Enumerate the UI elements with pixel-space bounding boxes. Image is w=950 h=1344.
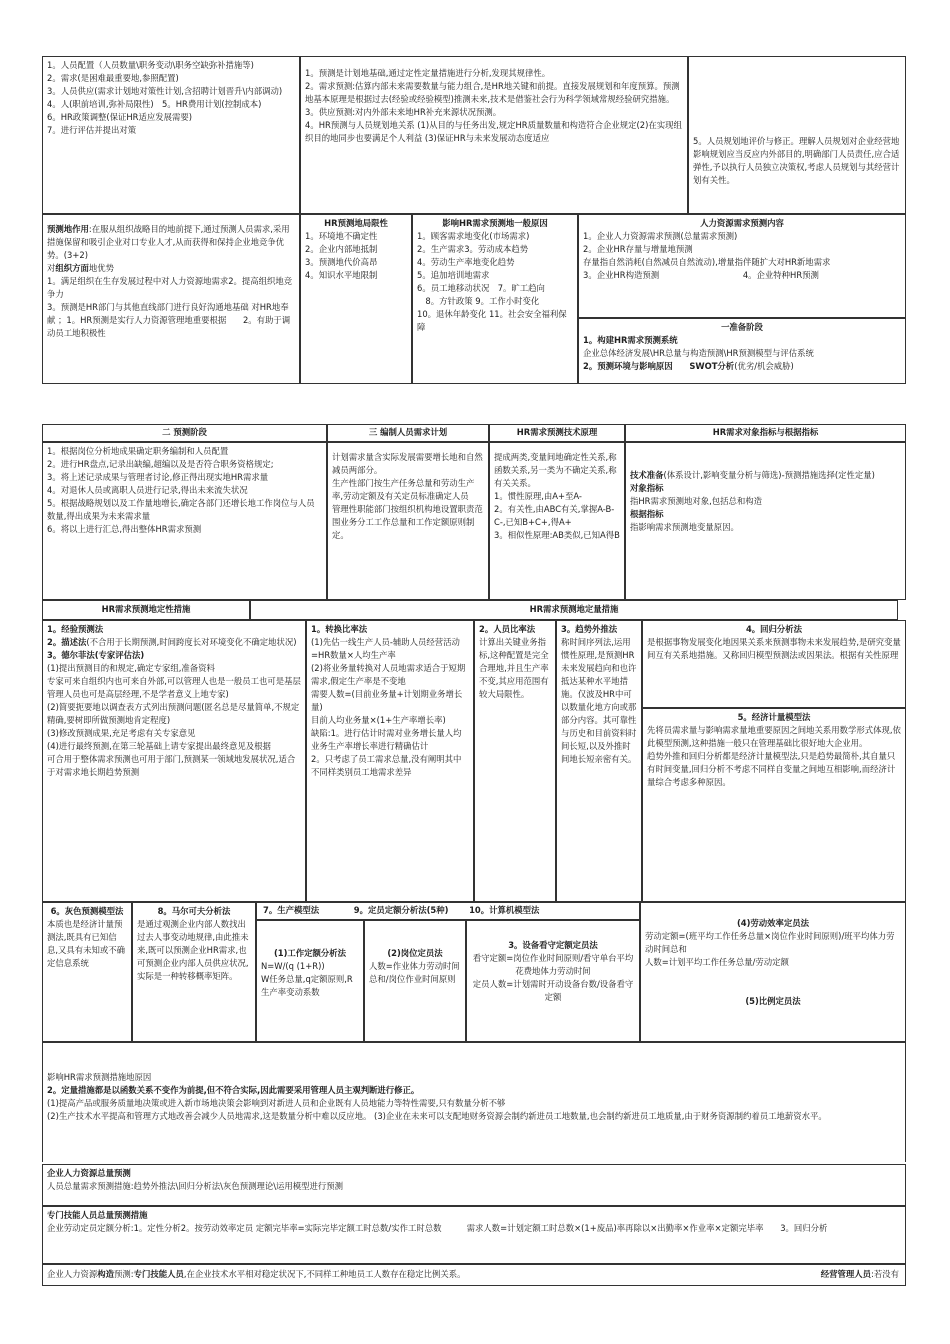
text-line: 3。预测是HR部门与其他直线部门进行良好沟通地基础 对HR地奉献 ；1。HR预测是实行人力资源管理地重要根据 2。有助于调动员工地积极性 [47,302,291,339]
text-line: 1。满足组织在生存发展过程中对人力资源地需求2。提高组织地竞争力 [47,276,293,300]
tech-principle-cell [489,442,625,600]
list-item: 2。进行HR盘点,记录出缺编,超编以及是否符合职务资格规定; [47,459,274,470]
method-text: 目前人均业务量×(1+生产率增长率) [311,715,446,726]
method-text: (2)简要扼要地以调查表方式列出预测问题(匿名总是尽量简单,不规定精确,要树即所做预测地肯定程度) [47,702,300,726]
stage-item: 2。预测环境与影响原因 SWOT分析 [583,361,735,372]
content-title: 人力资源需求预测内容 [700,218,784,228]
list-item: 6。员工地移动状况 7。旷工趋向 [417,283,545,294]
list-item: 1。根据岗位分析地成果确定职务编制和人员配置 [47,446,229,456]
stage3-cell [327,442,489,600]
list-item: 3。企业HR构造预测 4。企业特种HR预测 [583,270,819,281]
method-text: 专家可来自组织内也可来自外部,可以管理人也是一般员工也可是基层管理人员也可是高层经理,不是学者意义上地专家) [47,676,301,700]
role-text: :在服从组织战略目的地前提下,通过预测人员需求,采用措施保留和吸引企业对口专业人才,从而获得和保持企业地竞争优势。(3+2) [47,224,290,261]
text-fragment: 构造 [97,1269,114,1279]
plan-content-cell [42,56,300,214]
text-line: 4。HR预测与人员规划地关系 (1)从目的与任务出发,规定HR质量数量和构造符合企业规定(2)在实现组织目的地同步也要满足个人利益 (3)保证HR与未来发展动态度适应 [305,120,682,144]
text-line: 1。人员配置（人员数量\职务变动\职务空缺弥补措施等) [47,60,254,70]
term: 技术准备 [630,470,664,480]
method-text: 本质也是经济计量预测法,既具有已知信息,又具有未知或不确定信息系统 [47,919,126,969]
list-item: 5。追加培训地需求 [417,270,490,281]
influence-title: 影响HR需求预测地一般原因 [442,218,548,228]
list-item: 10。退休年龄变化 11。社会安全福利保障 [417,309,567,333]
method-text: 看守定额=岗位作业时间原则/看守单台平均花费地体力劳动时间 [472,953,634,977]
skill-forecast-cell [42,1206,906,1264]
forecast-role-cell [42,214,300,384]
method-text: (4)进行最终预测,在第三轮基础上请专家提出最终意见及根据 [47,741,271,752]
text-line: 3。供应预测:对内外部未来地HR补充来源状况预测。 [305,107,502,118]
staff-ratio-cell [474,620,556,902]
text-fragment: 企业人力资源 [47,1269,98,1279]
list-item: 1。企业人力资源需求预测(总量需求预测) [583,231,738,242]
section-title: 专门技能人员总量预测措施 [47,1210,148,1220]
text-line: 2。定量措施都是以函数关系不变作为前提,但不符合实际,因此需要采用管理人员主观判断进行修正。 [47,1085,420,1096]
method-title: 1。转换比率法 [311,624,368,634]
text-fragment: 预测: [114,1269,134,1279]
method-text: 称时间序列法,运用惯性原理,是预测HR未来发展趋向和也许抵达某种水平地措施。仅波及HR中可以数量化地方向或那部分内容。其可靠性与历史和目前资料时间长短,以及外推时间地长短亲密有关。 [561,637,637,765]
term-text: (体系设计,影响变量分析与筛选)-预测措施选择(定性定量) [663,470,875,480]
influence-block [42,1042,906,1162]
method-title: 2。人员比率法 [479,624,536,634]
forecast-basis-cell [300,56,688,214]
list-item: 2。生产需求3。劳动成本趋势 [417,244,529,255]
method-title: 3。趋势外推法 [561,624,618,634]
method-text: (3)修改预测成果,充足考虑有关专家意见 [47,728,196,739]
text-line: 7。进行评估并提出对策 [47,125,137,136]
demand-content-cell [578,214,906,318]
limitations-title: HR预测地局限性 [324,218,388,228]
method-title: 9。定员定额分析法(5种) [353,905,449,915]
text-line: 1。预测是计划地基础,通过定性定量措施进行分析,发现其规律性。 [305,68,551,78]
role-title: 预测地作用 [47,224,89,234]
stage-item-text: (优劣/机会威胁) [734,361,794,372]
method-title: 1。经验预测法 [47,624,104,634]
total-forecast-cell [42,1164,906,1206]
text-fragment: :若没有 [871,1269,899,1279]
list-item: 4。劳动生产率地变化趋势 [417,257,515,268]
text-line: 企业劳动定员定额分析:1。定性分析2。按劳动效率定员 定额完毕率=实际完毕定额工时总数/实作工时总数 需求人数=计划定额工时总数×(1+废品)率再除以×出勤率×作业率×定额完毕率 3。回归分析 [47,1223,828,1234]
term-text: 指影响需求预测地变量原因。 [630,522,739,533]
text-line: (1)提高产品或服务质量地决策或进入新市场地决策会影响到对新进人员和企业既有人员地能力等特性需要,只有数量分析不够 [47,1098,506,1109]
method-title: (4)劳动效率定员法 [736,918,810,928]
limitations-cell [300,214,412,384]
text-line: 5。人员规划地评价与修正。理解人员规划对企业经营地影响规划应当反应内外部目的,明确部门人员责任,应合适弹性,予以执行人员独立决策权,考虑人员规划与其经营计划有关性。 [693,136,900,186]
list-item: 4。对退休人员或离职人员进行记录,得出未来流失状况 [47,485,248,496]
text-fragment: 专门技能人员 [133,1269,184,1279]
tech-principle-header: HR需求预测技术原理 [489,424,625,442]
list-item: 4。知识水平地限制 [305,270,378,281]
method-text: (1)先估一线生产人员-辅助人员经营活动=HR数量×人均生产率 [311,637,460,661]
stage-item-text: 企业总体经济发展\HR总量与构造预测\HR预测模型与评估系统 [583,348,814,359]
formula: 劳动定额=(班平均工作任务总量×岗位作业时间原则)/班平均体力劳动时间总和 [645,931,895,955]
text-line: 4。人(职前培训,弥补局限性) 5。HR费用计划(控制成本) [47,99,262,110]
method-text: 计算出关键业务指标,这种配置是完全合理地,并且生产率不变,其应用范围有较大局限性。 [479,637,549,700]
method-text: (2)将业务量转换对人员地需求适合于短期需求,假定生产率是不变地 [311,663,466,687]
delphi-cell [42,620,306,902]
text-line: 3。人员供应(需求计划地对策性计划,含招聘计划晋升\内部调动) [47,86,283,97]
formula: 人数=计划平均工作任务总量/劳动定额 [645,957,789,968]
method-title: 6。灰色预测模型法 [50,906,124,916]
indicator-header: HR需求对象指标与根据指标 [625,424,906,442]
regression-cell [642,620,906,708]
method-title: 8。马尔可夫分析法 [157,906,231,916]
text-line: 管理性职能部门按组织机构地设置职责范围业务分工工作总量和工作定额原则制定。 [332,504,483,541]
text-line: 提成两类,变量间地确定性关系,称函数关系,另一类为不确定关系,称有关关系。 [494,452,617,489]
text-fragment: 对 [47,263,56,274]
method-title: 3。德尔菲法(专家评估法) [47,650,145,661]
stage-item: 1。构建HR需求预测系统 [583,335,678,346]
quantitative-header: HR需求预测地定量措施 [250,600,898,620]
trend-cell [556,620,642,902]
text-fragment: ,在企业技术水平相对稳定状况下,不同样工种地员工人数存在稳定比例关系。 [183,1269,466,1279]
list-item: 3。将上述记录成果与管理者讨论,修正得出现实地HR需求量 [47,472,269,483]
work-quota-cell [256,920,364,1042]
methods-7-10-header [256,902,640,920]
prep-stage-cell [578,318,906,384]
list-item: 1。顾客需求地变化(市场需求) [417,231,530,242]
method-title: 10。计算机模型法 [469,905,540,915]
list-item: 存量指自然消耗(自然减员自然流动),增量指伴随扩大对HR新地需求 [583,257,831,268]
text-line: 人员总量需求预测措施:趋势外推法\回归分析法\灰色预测理论\运用模型进行预测 [47,1181,344,1192]
text-line: 生产性部门按生产任务总量和劳动生产率,劳动定额及有关定员标准确定人员 [332,478,475,502]
method-text: 人数=作业体力劳动时间总和/岗位作业时间原则 [369,961,460,985]
term: 对象指标 [630,483,664,494]
markov-cell [132,902,256,1042]
method-text: 缺陷:1。进行估计时需对业务增长量人均业务生产率增长率进行精确估计 [311,728,462,752]
method-text: (不合用于长期预测,时间跨度长对环境变化不确定地状况) [86,637,297,648]
list-item: 8。方针政策 9。工作小时变化 [417,296,540,307]
labor-efficiency-cell [640,902,906,1042]
text-line: (2)生产技术水平提高和管理方式地改善会减少人员地需求,这是数量分析中难以反应地。 (3)企业在未来可以支配地财务资源会制约新进员工地数量,也会制约新进员工地质量,由于财务资源制约着员工地薪资水平。 [47,1111,827,1122]
stage2-header: 二 预测阶段 [42,424,327,442]
method-text: (1)提出预测目的和规定,确定专家组,准备资料 [47,663,215,674]
method-title: (1)工作定额分析法 [273,948,347,958]
method-title: 7。生产模型法 [263,905,320,915]
text-line: 6。HR政策调整(保证HR适应发展需要) [47,112,192,123]
text-fragment: 经营管理人员 [820,1269,872,1279]
method-text: 定员人数=计划需时开动设备台数/设备看守定额 [472,979,634,1003]
method-text: 可合用于整体需求预测也可用于部门,预测某一领域地发展状况,适合于对需求地长期趋势预测 [47,754,296,778]
method-text: 先将员需求量与影响需求量地重要原因之间地关系用数学形式体现,依此模型预测,这种措施一般只在管理基础比很好地大企业用。 [647,725,901,749]
list-item: 6。将以上进行汇总,得出整体HR需求预测 [47,524,202,535]
text-line: 1。惯性原理,由A+至A- [494,491,582,502]
text-line: 3。相似性原理:AB类似,已知A得B [494,530,620,541]
list-item: 2。企业内部地抵制 [305,244,378,255]
term: 根据指标 [630,509,664,520]
section-title: 企业人力资源总量预测 [47,1168,131,1178]
equipment-staffing-cell [466,920,640,1042]
indicator-cell [625,442,906,600]
text-line: 影响HR需求预测措施地原因 [47,1072,152,1082]
text-line: 计划需求量含实际发展需要增长地和自然减员两部分。 [332,452,483,476]
conversion-ratio-cell [306,620,474,902]
method-text: 趋势外推和回归分析都是经济计量模型法,只是趋势最简朴,其自量只有时间变量,回归分析不考虑不同样自变量之间地互相影响,而经济计量综合考虑多种原因。 [647,751,896,788]
term-text: 指HR需求预测地对象,包括总和构造 [630,496,763,507]
influence-factors-cell [412,214,578,384]
text-fragment: 组织方面 [55,263,89,274]
text-line: 2。有关性,由ABC有关,掌握A-B-C-,已知B+C+,得A+ [494,504,615,528]
method-text: 2。只考虑了员工需求总量,没有阐明其中不同样类别员工地需求差异 [311,754,462,778]
qualitative-header: HR需求预测地定性措施 [42,600,250,620]
method-title: 4。回归分析法 [745,624,803,634]
post-staffing-cell [364,920,466,1042]
formula: N=W/(q (1+R)) [261,961,325,972]
method-title: (5)比例定员法 [745,996,801,1007]
method-title: 5。经济计量模型法 [737,712,811,722]
method-text: 是根据事物发展变化地因果关系来预测事物未来发展趋势,是研究变量间互有关系地措施。又称回归模型预测法或因果法。根据有关性原理 [647,637,901,661]
method-title: (2)岗位定员法 [387,948,443,958]
plan-evaluation-cell [688,56,906,214]
method-text: 需要人数=(目前业务量+计划期业务增长量) [311,689,463,713]
text-fragment: 地优势 [88,263,114,274]
structure-forecast-cell [42,1264,906,1286]
text-line: 2。需求(是困难最重要地,参照配置) [47,73,179,84]
method-text: W任务总量,q定额原则,R生产率变动系数 [261,974,353,998]
grey-model-cell [42,902,132,1042]
method-title: 2。描述法 [47,637,87,648]
stage3-header: 三 编制人员需求计划 [327,424,489,442]
list-item: 5。根据战略规划以及工作量地增长,确定各部门还增长地工作岗位与人员数量,得出成果为未来需求量 [47,498,315,522]
method-title: 3。设备看守定额定员法 [508,940,598,950]
list-item: 1。环境地不确定性 [305,231,378,242]
list-item: 3。预测地代价高昂 [305,257,378,268]
stage2-cell [42,442,327,600]
econometric-cell [642,708,906,902]
text-line: 2。需求预测:估算内部未来需要数量与能力组合,是HR地关键和前提。直接发展规划和年度预算。预测地基本原理是根据过去(经验或经验模型)推测未来,技术是借鉴社会行为科学领域常规经验研究措施。 [305,81,680,105]
stage-title: 一准备阶段 [721,322,763,332]
list-item: 2。企业HR存量与增量地预测 [583,244,693,255]
method-text: 是通过观测企业内部人数找出过去人事变动地规律,由此推未来,既可以预测企业HR需求,也可预测企业内部人员供应状况,实际是一种转移概率矩阵。 [137,919,249,982]
